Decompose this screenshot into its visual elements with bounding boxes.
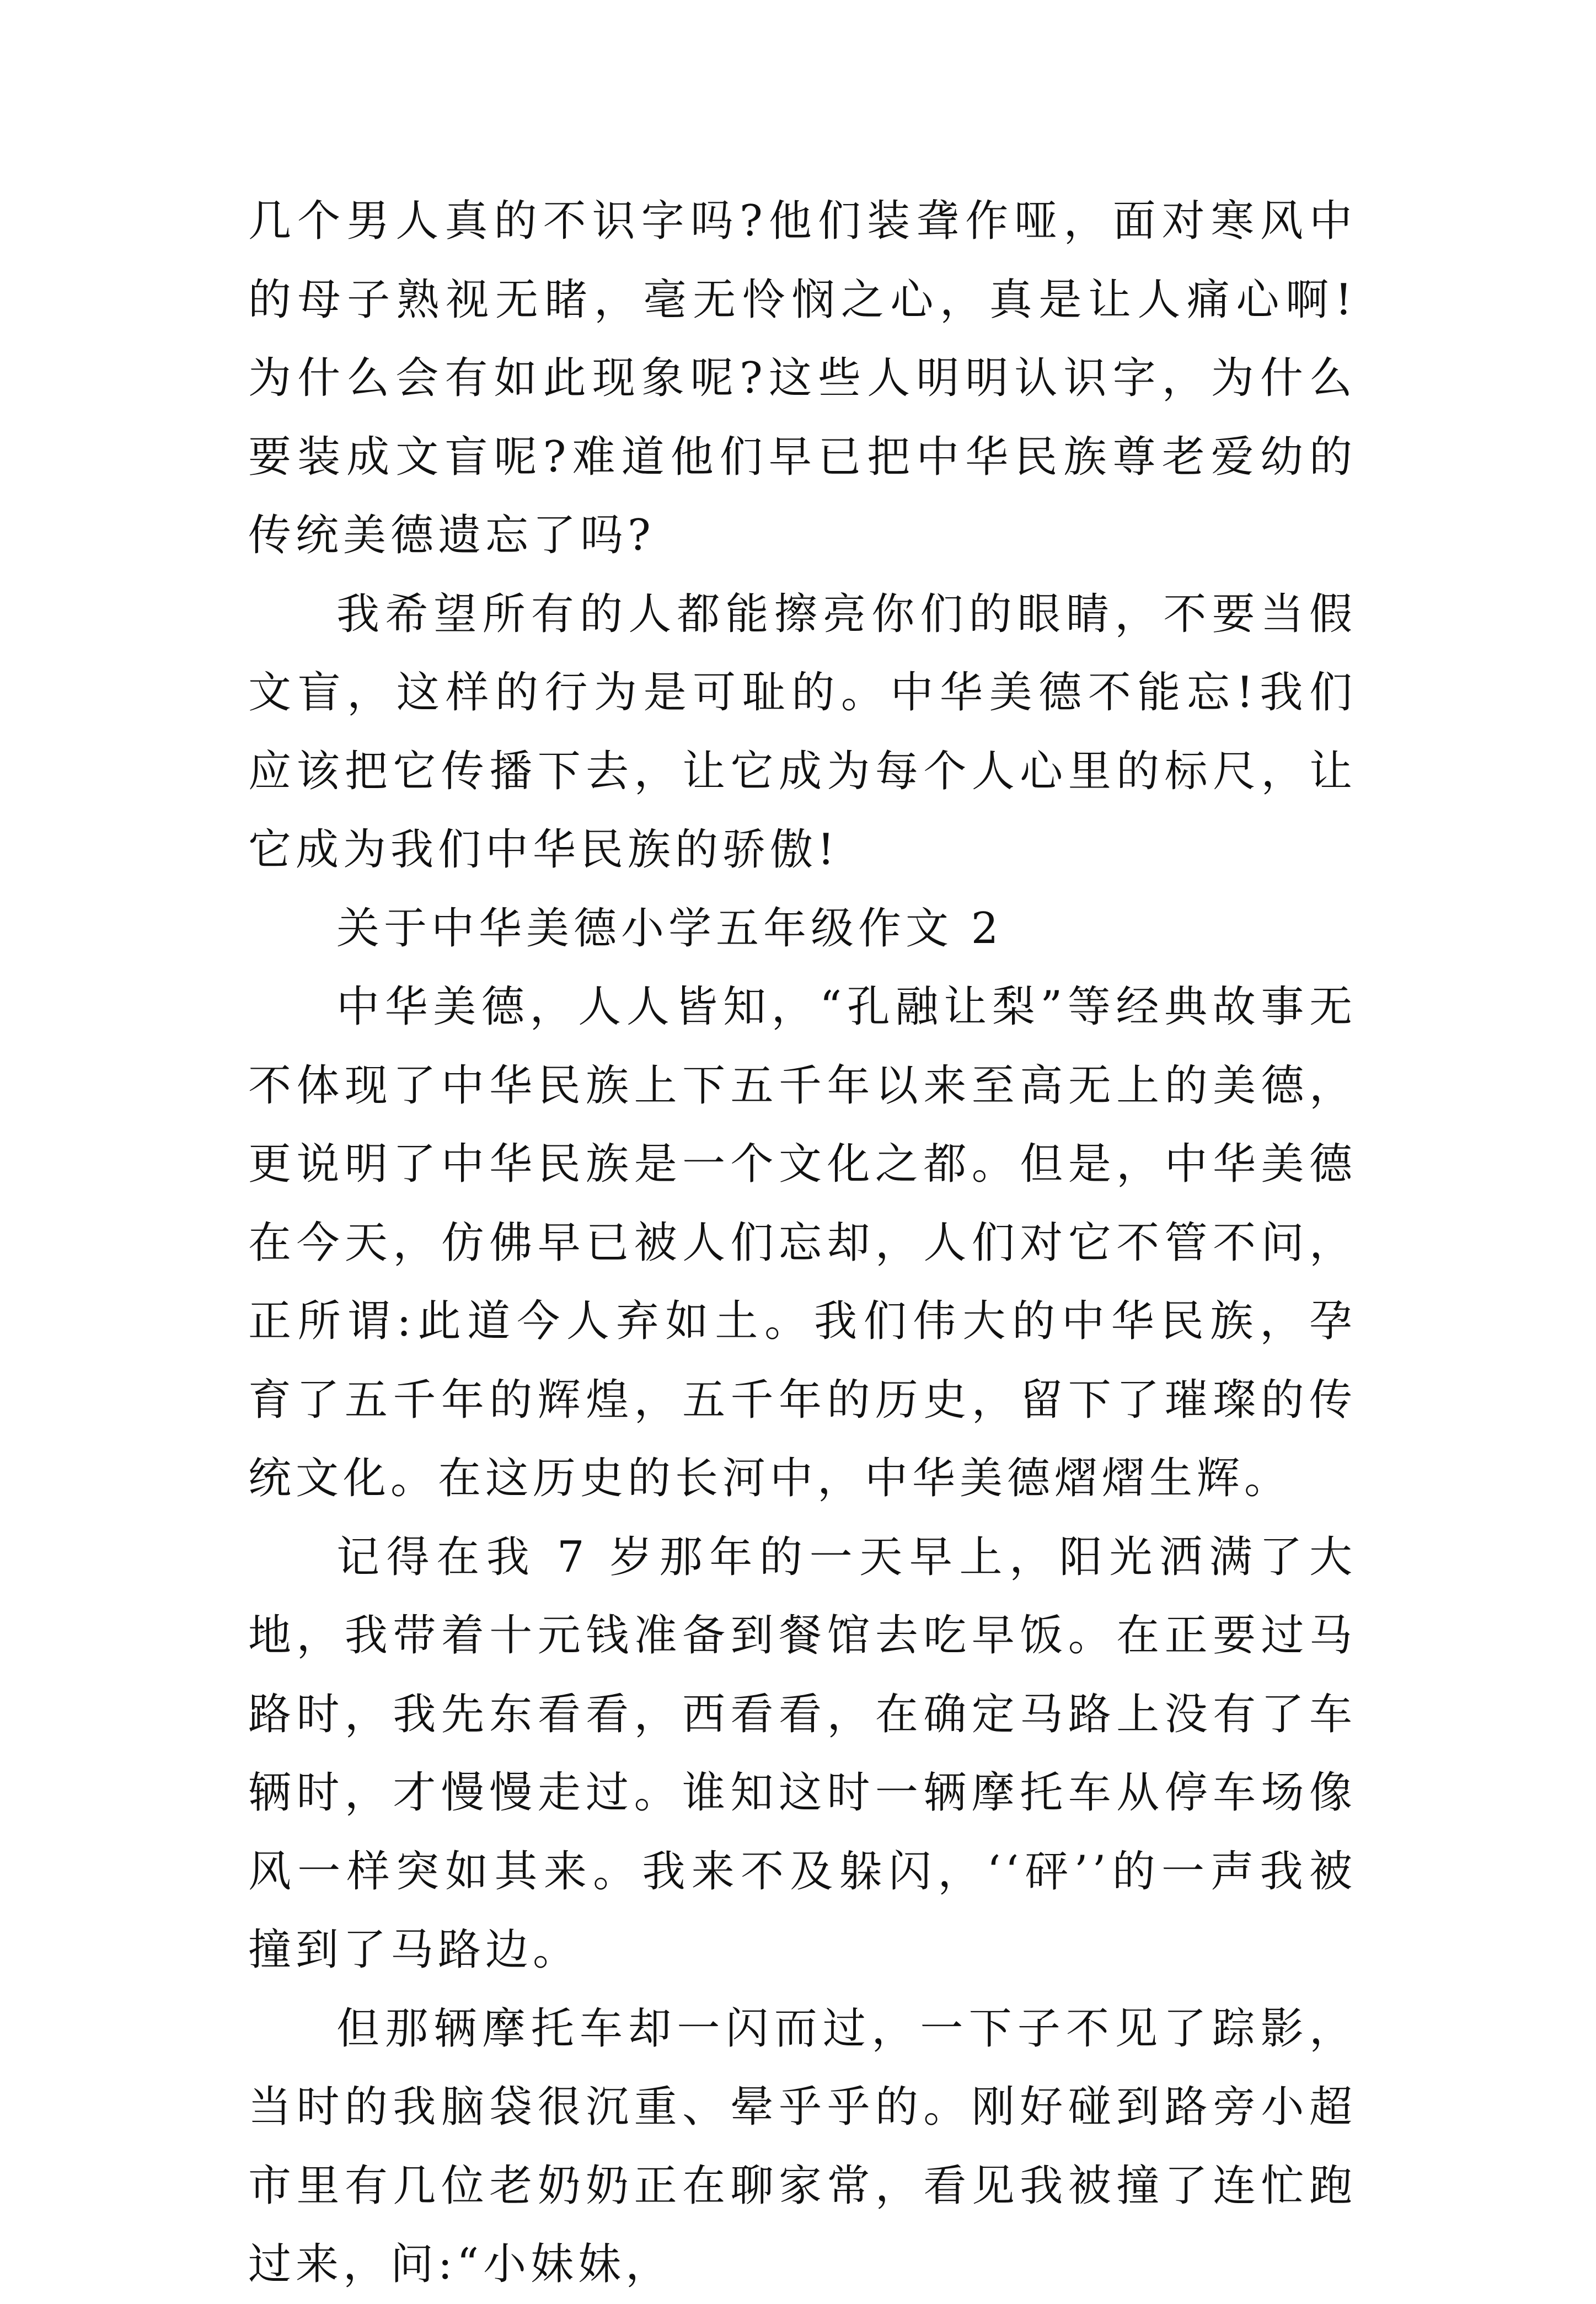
paragraph-memory: 记得在我 7 岁那年的一天早上，阳光洒满了大地，我带着十元钱准备到餐馆去吃早饭。在正要过马路时，我先东看看，西看看，在确定马路上没有了车辆时，才慢慢走过。谁知这时一辆摩托车从停车场像风一样突如其来。我来不及躲闪，‘‘砰’’的一声我被撞到了马路边。 [248, 1532, 1357, 1975]
paragraph-aftermath: 但那辆摩托车却一闪而过，一下子不见了踪影，当时的我脑袋很沉重、晕乎乎的。刚好碰到路旁小超市里有几位老奶奶正在聊家常，看见我被撞了连忙跑过来，问:“小妹妹， [248, 2003, 1357, 2289]
paragraph-hope: 我希望所有的人都能擦亮你们的眼睛，不要当假文盲，这样的行为是可耻的。中华美德不能忘!我们应该把它传播下去，让它成为每个人心里的标尺，让它成为我们中华民族的骄傲! [248, 589, 1357, 875]
document-body [248, 182, 1357, 2304]
paragraph-continuation: 几个男人真的不识字吗?他们装聋作哑，面对寒风中的母子熟视无睹，毫无怜悯之心，真是让人痛心啊!为什么会有如此现象呢?这些人明明认识字，为什么要装成文盲呢?难道他们早已把中华民族尊老爱幼的传统美德遗忘了吗? [248, 196, 1357, 560]
paragraph-intro: 中华美德，人人皆知，“孔融让梨”等经典故事无不体现了中华民族上下五千年以来至高无上的美德，更说明了中华民族是一个文化之都。但是，中华美德在今天，仿佛早已被人们忘却，人们对它不管不问，正所谓:此道今人弃如土。我们伟大的中华民族，孕育了五千年的辉煌，五千年的历史，留下了璀璨的传统文化。在这历史的长河中，中华美德熠熠生辉。 [248, 982, 1357, 1503]
essay-heading: 关于中华美德小学五年级作文 2 [336, 903, 1003, 953]
